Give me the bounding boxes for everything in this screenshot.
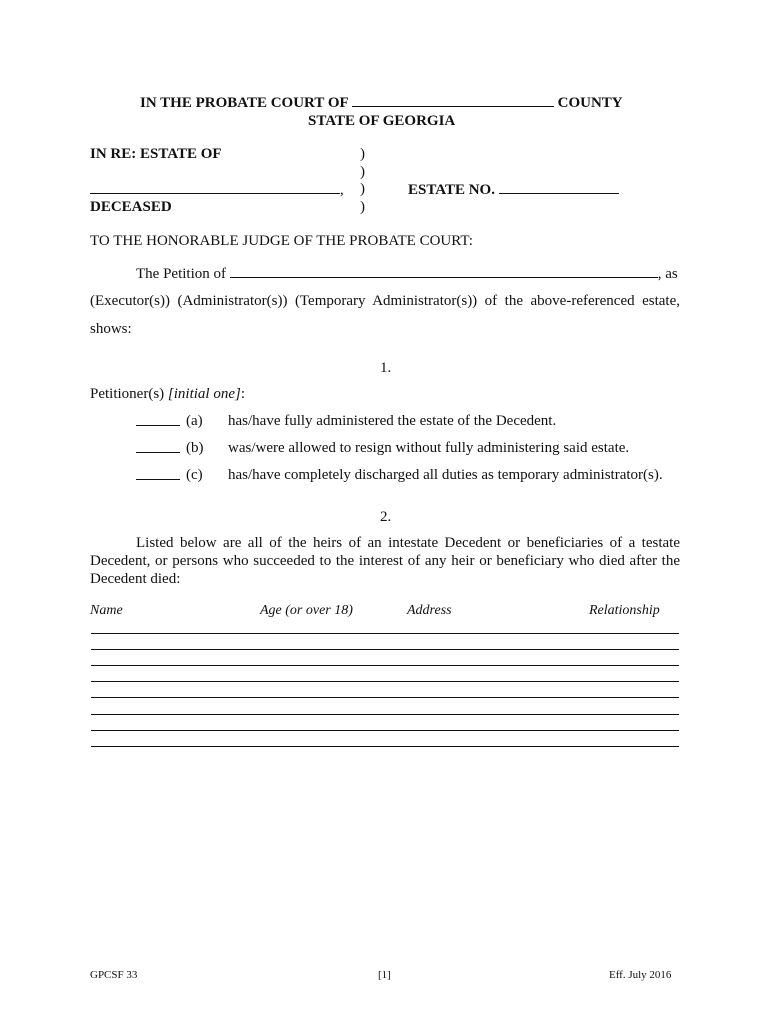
- heir-entry-line[interactable]: [91, 665, 679, 666]
- section-1-number: 1.: [380, 360, 392, 376]
- column-name: Name: [90, 603, 123, 618]
- column-relationship: Relationship: [589, 603, 660, 618]
- shows-label: shows:: [90, 321, 132, 337]
- heir-entry-line[interactable]: [91, 697, 679, 698]
- heirs-intro-line-2: Decedent, or persons who succeeded to the interest of any heir or beneficiary who died after the: [90, 553, 680, 569]
- court-heading: [140, 94, 623, 112]
- county-name-field[interactable]: [352, 94, 554, 107]
- petitioner-colon: :: [240, 386, 245, 402]
- option-a-letter: (a): [186, 413, 203, 429]
- decedent-name-field[interactable]: [90, 181, 340, 194]
- capacity-line: (Executor(s)) (Administrator(s)) (Temporary Administrator(s)) of the above-referenced estate,: [90, 293, 680, 309]
- caption-paren: ): [360, 199, 365, 215]
- column-address: Address: [407, 603, 452, 618]
- petition-of-label: The Petition of: [136, 266, 226, 282]
- in-re-label: IN RE: ESTATE OF: [90, 146, 222, 162]
- heirs-intro-line-1: Listed below are all of the heirs of an intestate Decedent or beneficiaries of a testate: [136, 535, 680, 551]
- petitioner-name-field[interactable]: [230, 265, 658, 278]
- option-a-text: has/have fully administered the estate of the Decedent.: [228, 413, 557, 429]
- petition-as-label: , as: [657, 266, 678, 282]
- option-c-text: has/have completely discharged all duties as temporary administrator(s).: [228, 467, 663, 483]
- option-c: [136, 467, 180, 485]
- section-2-number: 2.: [380, 509, 392, 525]
- estate-number-line: [408, 181, 619, 199]
- initial-one-note: [initial one]: [167, 386, 241, 402]
- option-c-letter: (c): [186, 467, 203, 483]
- heir-entry-line[interactable]: [91, 649, 679, 650]
- column-age: Age (or over 18): [260, 603, 353, 618]
- caption-paren: ): [360, 164, 365, 180]
- state-heading: STATE OF GEORGIA: [308, 113, 456, 129]
- estate-number-field[interactable]: [499, 181, 619, 194]
- deceased-label: DECEASED: [90, 199, 172, 215]
- option-b: [136, 440, 180, 458]
- court-suffix: COUNTY: [557, 95, 623, 111]
- caption-paren: ): [360, 146, 365, 162]
- salutation: TO THE HONORABLE JUDGE OF THE PROBATE COURT:: [90, 233, 473, 249]
- petition-line: [136, 265, 678, 283]
- estate-no-label: ESTATE NO.: [408, 182, 495, 198]
- initial-field-c[interactable]: [136, 467, 180, 480]
- heirs-intro-line-3: Decedent died:: [90, 571, 181, 587]
- caption-comma: ,: [340, 182, 344, 198]
- page-number: [1]: [378, 969, 391, 981]
- petitioner-label: Petitioner(s): [90, 386, 165, 402]
- decedent-name-line: [90, 181, 344, 199]
- initial-field-a[interactable]: [136, 413, 180, 426]
- initial-field-b[interactable]: [136, 440, 180, 453]
- effective-date: Eff. July 2016: [609, 969, 672, 981]
- petitioner-instruction: [90, 386, 245, 403]
- heir-entry-line[interactable]: [91, 730, 679, 731]
- heir-entry-line[interactable]: [91, 681, 679, 682]
- caption-paren: ): [360, 181, 365, 197]
- court-prefix: IN THE PROBATE COURT OF: [140, 95, 349, 111]
- heir-entry-line[interactable]: [91, 633, 679, 634]
- option-a: [136, 413, 180, 431]
- form-id: GPCSF 33: [90, 969, 138, 981]
- heir-entry-line[interactable]: [91, 746, 679, 747]
- option-b-letter: (b): [186, 440, 204, 456]
- option-b-text: was/were allowed to resign without fully administering said estate.: [228, 440, 630, 456]
- heir-entry-line[interactable]: [91, 714, 679, 715]
